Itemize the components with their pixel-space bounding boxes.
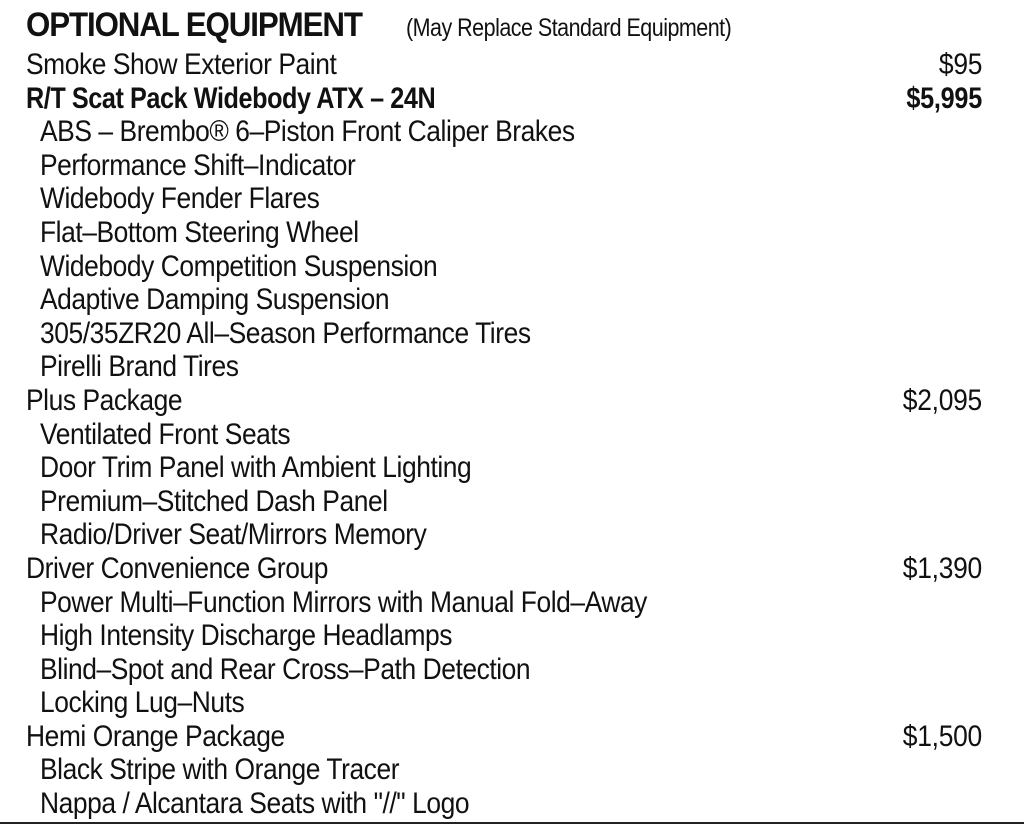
equipment-name: Smoke Show Exterior Paint [26, 48, 337, 81]
package-feature-item [26, 317, 982, 351]
section-note: (May Replace Standard Equipment) [406, 14, 732, 42]
equipment-name: Plus Package [26, 383, 183, 417]
package-feature-item [26, 586, 982, 620]
equipment-line-item [26, 552, 982, 586]
package-feature-item [26, 686, 982, 720]
package-feature-text: High Intensity Discharge Headlamps [40, 619, 453, 653]
equipment-price: $5,995 [906, 81, 982, 115]
equipment-name: Driver Convenience Group [26, 551, 328, 585]
package-feature-text: Widebody Competition Suspension [40, 249, 438, 283]
equipment-price: $1,500 [902, 719, 982, 753]
equipment-price: $95 [938, 48, 982, 81]
package-feature-item [26, 149, 982, 183]
package-feature-item [26, 216, 982, 250]
package-feature-item [26, 350, 982, 384]
optional-equipment-sheet [26, 6, 982, 821]
package-feature-text: Radio/Driver Seat/Mirrors Memory [40, 518, 427, 552]
section-title: OPTIONAL EQUIPMENT [26, 6, 362, 44]
package-feature-item [26, 418, 982, 452]
equipment-line-item [26, 720, 982, 754]
package-feature-item [26, 518, 982, 552]
package-feature-text: Premium–Stitched Dash Panel [40, 484, 388, 518]
package-feature-text: Adaptive Damping Suspension [40, 283, 390, 317]
package-feature-text: Black Stripe with Orange Tracer [40, 753, 400, 787]
equipment-name: R/T Scat Pack Widebody ATX – 24N [26, 81, 436, 115]
equipment-line-item [26, 48, 982, 82]
package-feature-text: Pirelli Brand Tires [40, 350, 239, 384]
package-feature-text: Power Multi–Function Mirrors with Manual Fold–Away [40, 585, 647, 619]
equipment-price: $1,390 [902, 551, 982, 585]
package-feature-item [26, 653, 982, 687]
equipment-line-item [26, 82, 982, 116]
package-feature-text: Door Trim Panel with Ambient Lighting [40, 451, 472, 485]
package-feature-item [26, 250, 982, 284]
package-feature-item [26, 787, 982, 821]
equipment-list [26, 48, 982, 821]
section-heading [26, 6, 982, 48]
package-feature-item [26, 451, 982, 485]
package-feature-item [26, 115, 982, 149]
package-feature-item [26, 283, 982, 317]
equipment-line-item [26, 384, 982, 418]
package-feature-text: Blind–Spot and Rear Cross–Path Detection [40, 652, 531, 686]
package-feature-text: ABS – Brembo® 6–Piston Front Caliper Brakes [40, 115, 575, 149]
package-feature-text: Ventilated Front Seats [40, 417, 291, 451]
package-feature-text: 305/35ZR20 All–Season Performance Tires [40, 316, 531, 350]
package-feature-text: Nappa / Alcantara Seats with "//" Logo [40, 787, 470, 821]
bottom-divider [0, 822, 1024, 824]
package-feature-text: Locking Lug–Nuts [40, 686, 245, 720]
equipment-price: $2,095 [902, 383, 982, 417]
equipment-name: Hemi Orange Package [26, 719, 285, 753]
package-feature-item [26, 619, 982, 653]
package-feature-text: Flat–Bottom Steering Wheel [40, 215, 359, 249]
package-feature-item [26, 485, 982, 519]
package-feature-item [26, 182, 982, 216]
package-feature-item [26, 753, 982, 787]
package-feature-text: Widebody Fender Flares [40, 182, 320, 216]
package-feature-text: Performance Shift–Indicator [40, 148, 356, 182]
